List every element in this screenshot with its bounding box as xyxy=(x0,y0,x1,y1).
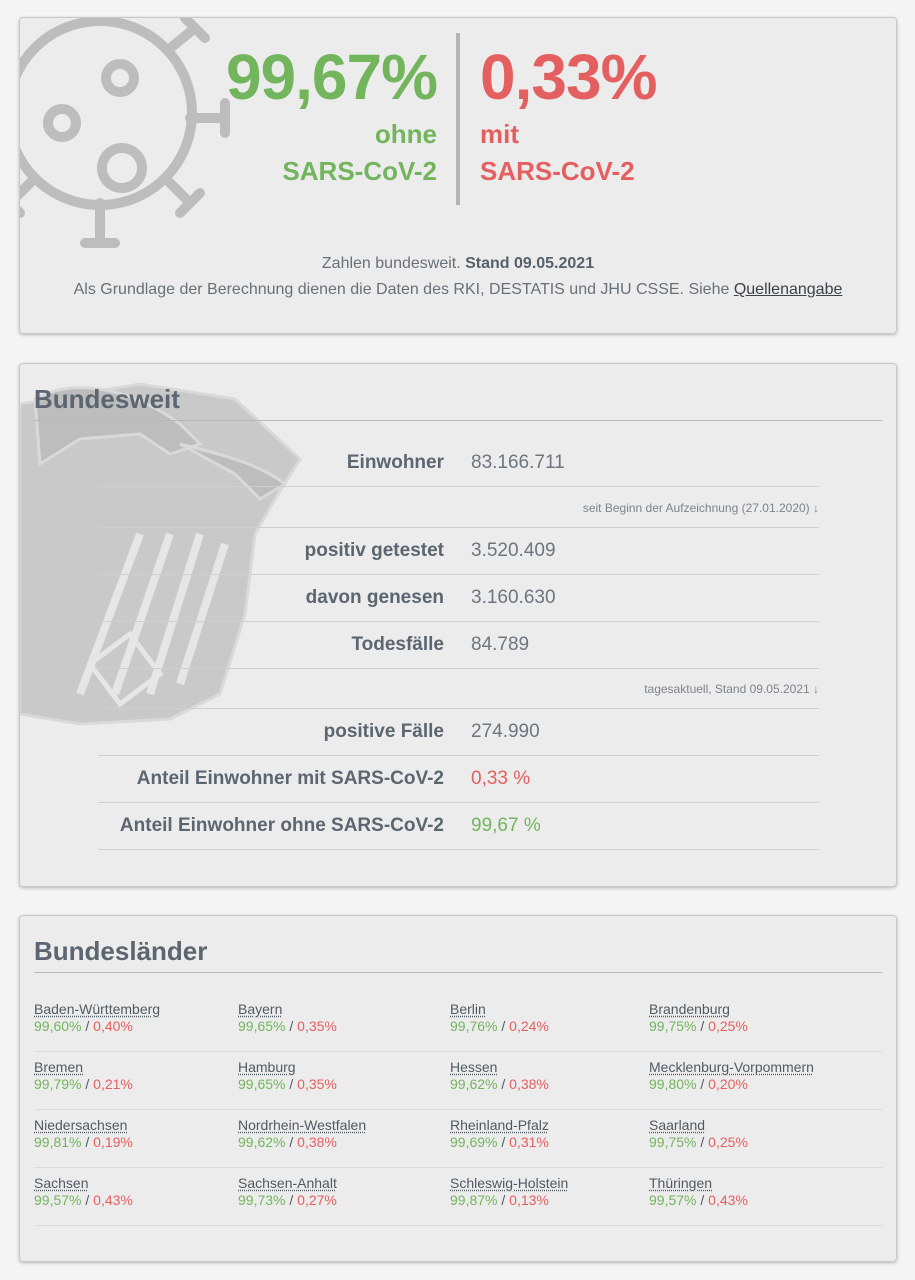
state-item xyxy=(34,1117,133,1150)
virus-icon xyxy=(19,17,250,268)
state-without-percent: 99,65% xyxy=(238,1076,286,1092)
state-item xyxy=(34,1001,160,1034)
state-with-percent: 0,25% xyxy=(708,1134,748,1150)
summary-card xyxy=(19,17,897,334)
state-separator: / xyxy=(497,1076,510,1092)
state-separator: / xyxy=(497,1018,510,1034)
state-with-percent: 0,20% xyxy=(708,1076,748,1092)
stat-value: 3.520.409 xyxy=(471,540,556,561)
state-percentages xyxy=(238,1192,337,1208)
state-with-percent: 0,38% xyxy=(297,1134,337,1150)
state-without-percent: 99,62% xyxy=(238,1134,286,1150)
state-percentages xyxy=(649,1076,814,1092)
label-without-line1: ohne xyxy=(374,119,437,149)
state-separator: / xyxy=(696,1018,709,1034)
state-without-percent: 99,75% xyxy=(649,1018,697,1034)
state-with-percent: 0,19% xyxy=(93,1134,133,1150)
label-without-line2: SARS-CoV-2 xyxy=(282,156,437,186)
info-prefix: Zahlen bundesweit. xyxy=(321,255,461,272)
label-with xyxy=(480,116,635,190)
state-separator: / xyxy=(285,1018,298,1034)
state-separator: / xyxy=(696,1076,709,1092)
state-percentages xyxy=(34,1134,133,1150)
state-item xyxy=(450,1175,568,1208)
state-separator: / xyxy=(285,1192,298,1208)
state-name-link[interactable]: Sachsen-Anhalt xyxy=(238,1175,337,1191)
state-with-percent: 0,21% xyxy=(93,1076,133,1092)
states-row xyxy=(34,1052,882,1110)
state-name-link[interactable]: Hessen xyxy=(450,1059,498,1075)
stat-value: 3.160.630 xyxy=(471,587,556,608)
bundesweit-card xyxy=(19,363,897,887)
state-without-percent: 99,60% xyxy=(34,1018,82,1034)
stat-label: positiv getestet xyxy=(304,540,444,561)
state-with-percent: 0,25% xyxy=(708,1018,748,1034)
stat-row-positiv xyxy=(98,528,819,575)
states-row xyxy=(34,1110,882,1168)
stat-row-genesen xyxy=(98,575,819,622)
divider xyxy=(456,33,460,205)
state-name-link[interactable]: Niedersachsen xyxy=(34,1117,128,1133)
stat-label: Einwohner xyxy=(346,452,444,473)
state-percentages xyxy=(238,1076,337,1092)
state-separator: / xyxy=(285,1076,298,1092)
label-with-line2: SARS-CoV-2 xyxy=(480,156,635,186)
stat-label: davon genesen xyxy=(305,587,444,608)
stat-label: positive Fälle xyxy=(323,721,444,742)
state-with-percent: 0,40% xyxy=(93,1018,133,1034)
percent-without: 99,67% xyxy=(225,41,437,113)
state-item xyxy=(649,1117,748,1150)
state-name-link[interactable]: Mecklenburg-Vorpommern xyxy=(649,1059,814,1075)
state-percentages xyxy=(238,1018,337,1034)
state-with-percent: 0,24% xyxy=(509,1018,549,1034)
note-since: seit Beginn der Aufzeichnung (27.01.2020) ↓ xyxy=(98,488,819,528)
state-with-percent: 0,43% xyxy=(93,1192,133,1208)
states-row xyxy=(34,994,882,1052)
state-name-link[interactable]: Nordrhein-Westfalen xyxy=(238,1117,367,1133)
state-name-link[interactable]: Thüringen xyxy=(649,1175,713,1191)
state-item xyxy=(450,1117,549,1150)
stat-row-anteil-ohne xyxy=(98,803,819,850)
stat-label: Todesfälle xyxy=(351,634,444,655)
state-percentages xyxy=(649,1018,748,1034)
state-with-percent: 0,35% xyxy=(297,1076,337,1092)
stat-value: 99,67 % xyxy=(471,815,541,836)
state-percentages xyxy=(34,1192,133,1208)
state-without-percent: 99,65% xyxy=(238,1018,286,1034)
state-separator: / xyxy=(81,1192,94,1208)
stat-row-einwohner xyxy=(98,440,819,487)
state-with-percent: 0,35% xyxy=(297,1018,337,1034)
state-name-link[interactable]: Brandenburg xyxy=(649,1001,730,1017)
stat-label: Anteil Einwohner mit SARS-CoV-2 xyxy=(136,768,444,789)
state-separator: / xyxy=(497,1134,510,1150)
state-without-percent: 99,76% xyxy=(450,1018,498,1034)
state-item xyxy=(649,1175,748,1208)
state-name-link[interactable]: Rheinland-Pfalz xyxy=(450,1117,549,1133)
state-without-percent: 99,81% xyxy=(34,1134,82,1150)
bundeslaender-card xyxy=(19,915,897,1262)
source-text: Als Grundlage der Berechnung dienen die Daten des RKI, DESTATIS und JHU CSSE. Siehe xyxy=(73,281,730,298)
info-date: Stand 09.05.2021 xyxy=(465,255,595,272)
state-percentages xyxy=(450,1192,568,1208)
state-with-percent: 0,38% xyxy=(509,1076,549,1092)
stat-value: 0,33 % xyxy=(471,768,531,789)
state-separator: / xyxy=(696,1134,709,1150)
state-item xyxy=(34,1175,133,1208)
title-divider xyxy=(34,420,882,421)
state-without-percent: 99,57% xyxy=(649,1192,697,1208)
state-item xyxy=(450,1001,549,1034)
percent-with: 0,33% xyxy=(480,41,657,113)
state-name-link[interactable]: Schleswig-Holstein xyxy=(450,1175,569,1191)
bundesweit-title: Bundesweit xyxy=(34,384,180,414)
stat-row-todesfaelle xyxy=(98,622,819,669)
state-with-percent: 0,27% xyxy=(297,1192,337,1208)
state-percentages xyxy=(450,1018,549,1034)
state-with-percent: 0,43% xyxy=(708,1192,748,1208)
state-separator: / xyxy=(696,1192,709,1208)
state-name-link[interactable]: Bayern xyxy=(238,1001,283,1017)
state-name-link[interactable]: Berlin xyxy=(450,1001,486,1017)
info-line xyxy=(20,255,896,273)
state-item xyxy=(238,1059,337,1092)
state-name-link[interactable]: Saarland xyxy=(649,1117,706,1133)
state-without-percent: 99,80% xyxy=(649,1076,697,1092)
state-item xyxy=(238,1001,337,1034)
stat-value: 83.166.711 xyxy=(471,452,565,473)
state-percentages xyxy=(34,1018,160,1034)
states-row xyxy=(34,1168,882,1226)
state-without-percent: 99,57% xyxy=(34,1192,82,1208)
state-with-percent: 0,31% xyxy=(509,1134,549,1150)
note-daily: tagesaktuell, Stand 09.05.2021 ↓ xyxy=(98,669,819,709)
state-percentages xyxy=(450,1134,549,1150)
state-item xyxy=(34,1059,133,1092)
state-separator: / xyxy=(81,1018,94,1034)
state-percentages xyxy=(34,1076,133,1092)
source-line xyxy=(20,281,896,299)
bundeslaender-title: Bundesländer xyxy=(34,936,208,966)
state-separator: / xyxy=(497,1192,510,1208)
state-separator: / xyxy=(81,1076,94,1092)
label-with-line1: mit xyxy=(480,119,519,149)
state-percentages xyxy=(238,1134,366,1150)
title-divider xyxy=(34,972,882,973)
state-item xyxy=(450,1059,549,1092)
label-without xyxy=(282,116,437,190)
stat-value: 274.990 xyxy=(471,721,540,742)
state-percentages xyxy=(450,1076,549,1092)
state-item xyxy=(238,1175,337,1208)
state-name-link[interactable]: Baden-Württemberg xyxy=(34,1001,161,1017)
state-item xyxy=(238,1117,366,1150)
state-name-link[interactable]: Hamburg xyxy=(238,1059,296,1075)
stat-row-anteil-mit xyxy=(98,756,819,803)
state-separator: / xyxy=(285,1134,298,1150)
stat-label: Anteil Einwohner ohne SARS-CoV-2 xyxy=(119,815,444,836)
state-percentages xyxy=(649,1192,748,1208)
source-link[interactable]: Quellenangabe xyxy=(733,281,843,298)
state-name-link[interactable]: Sachsen xyxy=(34,1175,89,1191)
state-without-percent: 99,79% xyxy=(34,1076,82,1092)
state-without-percent: 99,62% xyxy=(450,1076,498,1092)
stat-value: 84.789 xyxy=(471,634,530,655)
state-without-percent: 99,69% xyxy=(450,1134,498,1150)
state-with-percent: 0,13% xyxy=(509,1192,549,1208)
state-without-percent: 99,87% xyxy=(450,1192,498,1208)
stat-row-positive-faelle xyxy=(98,709,819,756)
state-item xyxy=(649,1059,814,1092)
state-percentages xyxy=(649,1134,748,1150)
state-separator: / xyxy=(81,1134,94,1150)
state-without-percent: 99,75% xyxy=(649,1134,697,1150)
state-without-percent: 99,73% xyxy=(238,1192,286,1208)
state-name-link[interactable]: Bremen xyxy=(34,1059,84,1075)
state-item xyxy=(649,1001,748,1034)
